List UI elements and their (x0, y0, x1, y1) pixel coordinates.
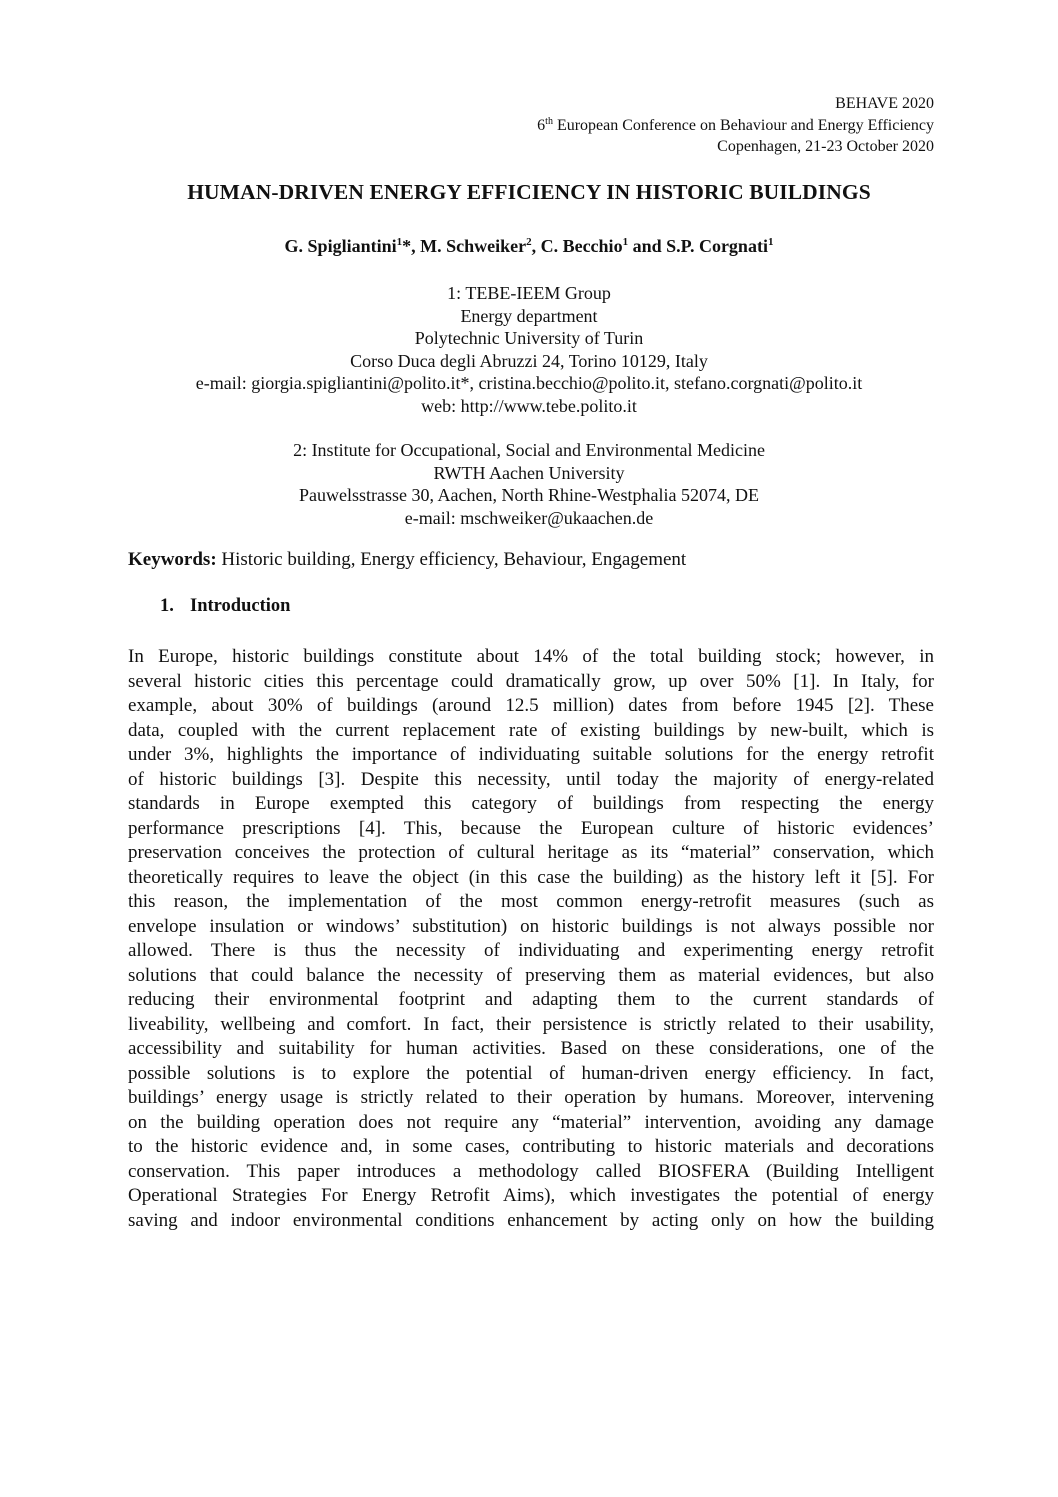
affiliation-line: Corso Duca degli Abruzzi 24, Torino 10129, Italy (350, 350, 708, 371)
keywords-label: Keywords: (128, 549, 217, 570)
paragraph-line: Operational Strategies For Energy Retrofit Aims), which investigates the potential of energy (128, 1185, 934, 1206)
paragraph-line: several historic cities this percentage could dramatically grow, up over 50% [1]. In Italy, for (128, 670, 934, 692)
paragraph-line: In Europe, historic buildings constitute about 14% of the total building stock; however, in (128, 646, 934, 667)
author-name: M. Schweiker (420, 236, 527, 256)
section-heading (160, 596, 290, 617)
affiliation-line: Polytechnic University of Turin (414, 328, 644, 348)
author-affiliation-mark: 2 (526, 236, 532, 248)
author-affiliation-mark: 1 (396, 236, 403, 248)
affiliation-line: Energy department (460, 305, 598, 326)
paragraph-line: saving and indoor environmental conditions enhancement by acting only on how the building (128, 1209, 934, 1231)
author-list (0, 236, 1058, 257)
paragraph-line: solutions that could balance the necessity of preserving them as material evidences, but also (128, 964, 934, 986)
affiliation-2 (0, 439, 1058, 529)
paragraph-line: conservation. This paper introduces a methodology called BIOSFERA (Building Intelligent (128, 1160, 934, 1182)
paragraph-line: preservation conceives the protection of cultural heritage as its “material” conservation, which (128, 842, 934, 863)
author-separator: , (531, 236, 541, 256)
paragraph-line: this reason, the implementation of the most common energy-retrofit measures (such as (128, 891, 934, 912)
author-name: S.P. Corgnati (666, 236, 768, 256)
author-name: G. Spigliantini (284, 236, 397, 256)
paragraph-line: of historic buildings [3]. Despite this necessity, until today the majority of energy-related (128, 768, 934, 790)
author-name: C. Becchio (540, 236, 623, 256)
affiliation-email: e-mail: mschweiker@ukaachen.de (404, 507, 654, 528)
conference-edition (537, 115, 934, 137)
paragraph-line: reducing their environmental footprint and adapting them to the current standards of (128, 989, 934, 1010)
paragraph-line: performance prescriptions [4]. This, because the European culture of historic evidences’ (128, 817, 934, 839)
paper-title: HUMAN-DRIVEN ENERGY EFFICIENCY IN HISTORIC BUILDINGS (187, 180, 871, 204)
paragraph-line: envelope insulation or windows’ substitution) on historic buildings is not always possible nor (128, 915, 934, 937)
edition-ordinal: th (545, 115, 553, 127)
conference-header (537, 93, 934, 158)
paragraph-line: allowed. There is thus the necessity of individuating and experimenting energy retrofit (128, 940, 934, 961)
paragraph-line: under 3%, highlights the importance of individuating suitable solutions for the energy retrofit (128, 744, 934, 765)
conference-full-name: European Conference on Behaviour and Energy Efficiency (552, 116, 934, 134)
paragraph-line: data, coupled with the current replacement rate of existing buildings by new-built, which is (128, 719, 934, 741)
author-separator: and (628, 236, 667, 256)
conference-location-date: Copenhagen, 21-23 October 2020 (717, 138, 934, 155)
affiliation-line: 2: Institute for Occupational, Social and Environmental Medicine (293, 440, 765, 460)
paragraph-line: example, about 30% of buildings (around 12.5 million) dates from before 1945 [2]. These (128, 695, 934, 716)
affiliation-line: 1: TEBE-IEEM Group (447, 283, 611, 303)
affiliation-line: Pauwelsstrasse 30, Aachen, North Rhine-Westphalia 52074, DE (299, 485, 759, 505)
section-title: Introduction (190, 596, 291, 616)
paragraph-line: buildings’ energy usage is strictly related to their operation by humans. Moreover, intervening (128, 1087, 934, 1108)
affiliation-web: web: http://www.tebe.polito.it (421, 395, 637, 416)
keywords-text: Historic building, Energy efficiency, Behaviour, Engagement (216, 549, 687, 570)
affiliation-email: e-mail: giorgia.spigliantini@polito.it*, cristina.becchio@polito.it, stefano.corgnati@polito.it (195, 373, 863, 393)
edition-number: 6 (537, 116, 546, 134)
paragraph-line: theoretically requires to leave the object (in this case the building) as the history left it [5]. For (128, 866, 934, 888)
affiliation-1 (0, 282, 1058, 417)
conference-name: BEHAVE 2020 (835, 95, 934, 112)
author-affiliation-mark: 1 (767, 236, 774, 248)
section-number: 1. (160, 596, 174, 616)
paragraph-line: accessibility and suitability for human activities. Based on these considerations, one of the (128, 1038, 934, 1059)
introduction-paragraph (128, 645, 934, 1233)
paragraph-line: possible solutions is to explore the potential of human-driven energy efficiency. In fact, (128, 1062, 934, 1084)
author-affiliation-mark: 1 (622, 236, 629, 248)
paragraph-line: to the historic evidence and, in some cases, contributing to historic materials and decorations (128, 1136, 934, 1157)
author-separator: *, (402, 236, 421, 256)
paragraph-line: on the building operation does not require any “material” intervention, avoiding any damage (128, 1111, 934, 1133)
keywords (128, 549, 686, 571)
paragraph-line: standards in Europe exempted this category of buildings from respecting the energy (128, 793, 934, 814)
affiliation-line: RWTH Aachen University (433, 462, 625, 483)
paragraph-line: liveability, wellbeing and comfort. In fact, their persistence is strictly related to their usability, (128, 1013, 934, 1035)
